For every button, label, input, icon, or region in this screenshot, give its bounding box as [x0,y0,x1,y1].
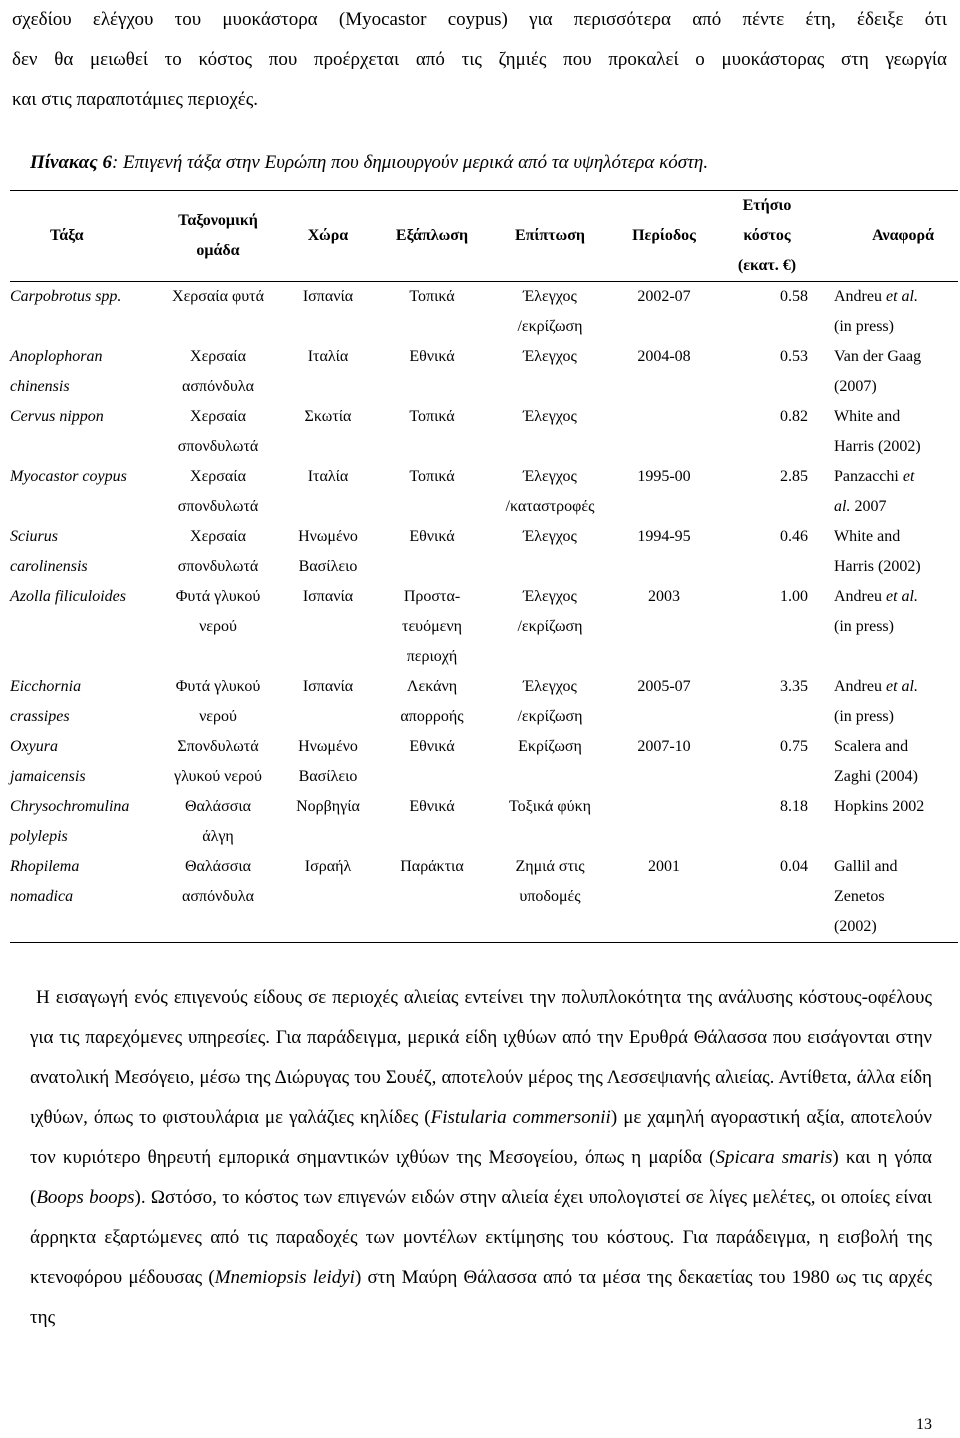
table-cell [820,852,958,943]
cell-line: Εθνικά [409,798,455,815]
table-cell [10,462,158,522]
table-cell [10,732,158,792]
intro-text [12,0,947,120]
cell-line [834,462,958,492]
table-cell [278,792,378,852]
table-cell [820,732,958,792]
header-line: Επίπτωση [514,227,586,244]
table-cell [614,282,714,343]
table-cell [614,732,714,792]
header-cell [278,191,378,282]
table-row [10,342,958,402]
table-cell [614,852,714,943]
cell-line: Προστα- [403,588,461,605]
cell-line: σπονδυλωτά [177,498,259,515]
cell-line: Εθνικά [409,528,455,545]
cell-line: 8.18 [780,798,808,815]
table-cell [10,282,158,343]
ref-etal: et al. [885,288,918,305]
cell-line: Scalera and [834,738,909,755]
cell-line: 2004-08 [637,348,691,365]
cell-line: Λεκάνη [406,678,458,695]
table-cell [278,282,378,343]
table-row [10,852,958,943]
cell-line: Cervus nippon [10,408,104,425]
table-body [10,282,958,943]
cell-line: νερού [199,618,237,635]
cell-line: Chrysochromulina [10,798,130,815]
cell-line: Ιταλία [307,468,349,485]
header-line: Ταξονομική [178,212,258,229]
cell-line: υποδομές [519,888,581,905]
table-cell [614,402,714,462]
cell-line: 0.58 [780,288,808,305]
cell-line: Oxyura [10,738,58,755]
table-cell [378,792,486,852]
cell-line: crassipes [10,708,70,725]
cell-line: /εκρίζωση [517,318,583,335]
table-cell [486,282,614,343]
cell-line: Myocastor coypus [10,468,127,485]
cell-line: Χερσαία [190,528,246,545]
table-cell [486,462,614,522]
table-cell [10,672,158,732]
cell-line: carolinensis [10,558,88,575]
table-cell [820,342,958,402]
table-cell [614,462,714,522]
ref-year: 2007 [850,498,887,515]
cell-line: Ισπανία [302,288,354,305]
text-run: ) στη Μαύρη Θάλασσα από τα μέσα της δεκαετίας του 1980 ως τις αρχές της [30,1267,932,1328]
header-line: Περίοδος [632,227,696,244]
table-row [10,732,958,792]
cell-line: Ισπανία [302,678,354,695]
species-name: Boops boops [36,1187,135,1208]
table-row [10,282,958,343]
body-paragraph [30,978,932,1338]
cell-line [834,582,958,612]
table-cell [158,462,278,522]
cell-line: Ζημιά στις [515,858,585,875]
table-cell [714,402,820,462]
table-cell [158,732,278,792]
table-cell [486,792,614,852]
cell-line: Τοπικά [409,468,455,485]
header-line: Εξάπλωση [395,227,469,244]
cell-line: 0.46 [780,528,808,545]
cell-line: Έλεγχος [523,288,577,305]
cell-line: 2001 [648,858,680,875]
cell-line: Νορβηγία [296,798,360,815]
cell-line: Θαλάσσια [184,858,251,875]
cell-line: 2005-07 [637,678,691,695]
cell-line: γλυκού νερού [174,768,262,785]
ref-etal: et al. [885,678,918,695]
table-cell [10,792,158,852]
table-cell [486,672,614,732]
cell-line: Θαλάσσια [184,798,251,815]
cell-line: Βασίλειο [298,558,358,575]
table-cell [614,582,714,672]
table-cell [714,582,820,672]
table-cell [10,582,158,672]
table-cell [378,462,486,522]
cell-line: Χερσαία [190,348,246,365]
table-cell [278,852,378,943]
cell-line: σπονδυλωτά [177,558,259,575]
cell-line: (2002) [834,918,877,935]
table-cell [278,462,378,522]
table-cell [10,522,158,582]
cell-line: White and [834,528,901,545]
table-cell [714,792,820,852]
cell-line: Εκρίζωση [518,738,582,755]
table-cell [378,522,486,582]
table-cell [486,732,614,792]
table-cell [378,852,486,943]
page-number: 13 [916,1416,932,1433]
table-cell [820,282,958,343]
cell-line: τευόμενη [402,618,462,635]
cell-line: Van der Gaag [834,348,922,365]
cell-line: ασπόνδυλα [182,378,254,395]
cell-line: Τοπικά [409,408,455,425]
header-line: Αναφορά [872,227,934,244]
table-row [10,462,958,522]
body-paragraph-text [30,978,932,1338]
table-cell [614,342,714,402]
table-row [10,672,958,732]
cell-line: νερού [199,708,237,725]
cell-line: chinensis [10,378,70,395]
table-cell [158,792,278,852]
caption-label: Πίνακας 6 [30,152,112,173]
table-cell [378,402,486,462]
ref-etal: al. [834,498,851,515]
cell-line: 3.35 [780,678,808,695]
table-cell [278,672,378,732]
cell-line: Σπονδυλωτά [177,738,259,755]
cell-line [614,792,714,822]
cell-line: jamaicensis [10,768,86,785]
cell-line: Zaghi (2004) [834,768,918,785]
table-cell [278,522,378,582]
table-cell [614,672,714,732]
table-cell [158,282,278,343]
cell-line: Έλεγχος [523,408,577,425]
cell-line: Sciurus [10,528,58,545]
table-cell [278,342,378,402]
table-cell [278,732,378,792]
cell-line: Έλεγχος [523,588,577,605]
cell-line: Ιταλία [307,348,349,365]
text-run: ) με χαμηλή αγοραστική αξία, αποτελούν τον κυριότερο θηρευτή εμπορικά σημαντικών ιχθύων της Μεσογείου, όπως η μαρίδα ( [30,1107,932,1168]
caption-text: : Επιγενή τάξα στην Ευρώπη που δημιουργούν μερικά από τα υψηλότερα κόστη. [111,152,709,173]
cell-line: nomadica [10,888,74,905]
table-cell [378,732,486,792]
table-cell [820,582,958,672]
cell-line: Anoplophoran [10,348,103,365]
cell-line: απορροής [400,708,464,725]
table-cell [158,522,278,582]
cell-line: Eicchornia [10,678,82,695]
cell-line: /εκρίζωση [517,708,583,725]
cell-line: σπονδυλωτά [177,438,259,455]
table-cell [714,672,820,732]
header-cell [714,191,820,282]
cell-line: Φυτά γλυκού [175,678,261,695]
text-run: ) και η γόπα ( [30,1147,932,1208]
cell-line: 2007-10 [637,738,691,755]
table-cell [486,852,614,943]
cell-line: περιοχή [406,648,458,665]
cell-line: (in press) [834,708,894,725]
cell-line: Rhopilema [10,858,80,875]
cell-line: 0.82 [780,408,808,425]
table-cell [820,792,958,852]
cell-line: Azolla filiculoides [10,588,126,605]
table-cell [714,282,820,343]
species-name: Spicara smaris [715,1147,833,1168]
cell-line [834,492,958,522]
cell-line: 2.85 [780,468,808,485]
table-cell [10,342,158,402]
invasive-taxa-table [10,190,958,943]
table-cell [820,522,958,582]
cell-line: /εκρίζωση [517,618,583,635]
cell-line: Ισπανία [302,588,354,605]
table-cell [820,462,958,522]
table-cell [278,582,378,672]
cell-line: (in press) [834,318,894,335]
cell-line: Βασίλειο [298,768,358,785]
cell-line: Carpobrotus spp. [10,288,122,305]
table-row [10,522,958,582]
table-row [10,582,958,672]
cell-line: Φυτά γλυκού [175,588,261,605]
cell-line: Έλεγχος [523,678,577,695]
table-cell [714,852,820,943]
table-cell [10,402,158,462]
cell-line: (2007) [834,378,877,395]
table-cell [158,672,278,732]
header-line: ομάδα [196,242,240,259]
header-line: Χώρα [307,227,349,244]
cell-line: 1.00 [780,588,808,605]
header-cell [378,191,486,282]
cell-line: Gallil and [834,858,898,875]
table-cell [714,522,820,582]
table-cell [486,522,614,582]
table-caption [30,152,708,174]
cell-line: Εθνικά [409,738,455,755]
ref-author: Andreu [834,288,886,305]
table-cell [614,792,714,852]
cell-line: 0.04 [780,858,808,875]
cell-line: Παράκτια [400,858,464,875]
cell-line: Έλεγχος [523,528,577,545]
cell-line: άλγη [202,828,234,845]
table-cell [158,402,278,462]
table-cell [378,342,486,402]
cell-line: Harris (2002) [834,438,921,455]
ref-etal: et al. [885,588,918,605]
table-cell [820,672,958,732]
species-name: Fistularia commersonii [430,1107,611,1128]
cell-line [614,402,714,432]
table-cell [714,342,820,402]
cell-line: 1995-00 [637,468,691,485]
header-line: κόστος [743,227,791,244]
table-row [10,792,958,852]
table-cell [486,582,614,672]
ref-author: Panzacchi [834,468,903,485]
header-line: (εκατ. €) [737,257,797,274]
header-line: Ετήσιο [742,197,792,214]
cell-line: White and [834,408,901,425]
cell-line: Harris (2002) [834,558,921,575]
table-row [10,402,958,462]
cell-line [834,282,958,312]
cell-line: /καταστροφές [505,498,595,515]
header-line: Τάξα [50,227,84,244]
table-cell [158,582,278,672]
table-cell [486,342,614,402]
cell-line: Σκωτία [304,408,352,425]
table-cell [714,732,820,792]
table-cell [378,282,486,343]
ref-etal: et [902,468,915,485]
cell-line: Χερσαία [190,468,246,485]
header-cell [486,191,614,282]
table-cell [714,462,820,522]
table-cell [378,582,486,672]
cell-line: ασπόνδυλα [182,888,254,905]
species-name: Mnemiopsis leidyi [214,1267,355,1288]
table-cell [378,672,486,732]
cell-line: 1994-95 [637,528,691,545]
cell-line: Εθνικά [409,348,455,365]
ref-author: Andreu [834,588,886,605]
intro-line-3: και στις παραποτάμιες περιοχές. [12,89,259,110]
table-cell [278,402,378,462]
cell-line: Ισραήλ [304,858,352,875]
header-cell [820,191,958,282]
cell-line: Τοπικά [409,288,455,305]
table-cell [10,852,158,943]
cell-line: Έλεγχος [523,468,577,485]
cell-line [834,672,958,702]
cell-line: Ηνωμένο [298,738,358,755]
cell-line: Έλεγχος [523,348,577,365]
cell-line: 2003 [648,588,680,605]
table-cell [158,852,278,943]
cell-line: polylepis [10,828,68,845]
table-cell [158,342,278,402]
cell-line: 0.75 [780,738,808,755]
header-cell [158,191,278,282]
text-run: Η εισαγωγή ενός επιγενούς είδους σε περιοχές αλιείας εντείνει την πολυπλοκότητα της ανάλυσης κόστους-οφέλους για τις παρεχόμενες υπηρεσίες. Για παράδειγμα, μερικά είδη ιχθύων από την Ερυθρά Θάλασσα που εισάγονται στην ανατολική Μεσόγειο, μέσω της Διώρυγας του Σουέζ, αποτελούν μέρος της Λεσσεψιανής αλιείας. Αντίθετα, άλλα είδη ιχθύων, όπως το φιστουλάρια με γαλάζιες κηλίδες ( [30,987,932,1128]
cell-line: Zenetos [834,888,885,905]
header-cell [10,191,158,282]
cell-line: Χερσαία [190,408,246,425]
ref-author: Andreu [834,678,886,695]
cell-line: (in press) [834,618,894,635]
cell-line: Hopkins 2002 [834,798,925,815]
cell-line: Ηνωμένο [298,528,358,545]
table-header [10,191,958,282]
table-cell [486,402,614,462]
table-cell [614,522,714,582]
intro-line-1: σχεδίου ελέγχου του μυοκάστορα (Myocastor coypus) για περισσότερα από πέντε έτη, έδειξε ότι [12,9,947,30]
cell-line: Τοξικά φύκη [509,798,591,815]
text-run: ). Ωστόσο, το κόστος των επιγενών ειδών στην αλιεία έχει υπολογιστεί σε λίγες μελέτες, οι οποίες είναι άρρηκτα εξαρτώμενες από τις παραδοχές των μοντέλων εκτίμησης του κόστους. Για παράδειγμα, η εισβολή της κτενοφόρου μέδουσας ( [30,1187,932,1288]
cell-line: 2002-07 [637,288,691,305]
cell-line: 0.53 [780,348,808,365]
header-cell [614,191,714,282]
table-cell [820,402,958,462]
intro-line-2: δεν θα μειωθεί το κόστος που προέρχεται από τις ζημιές που προκαλεί ο μυοκάστορας στη γεωργία [12,49,947,70]
cell-line: Χερσαία φυτά [172,288,264,305]
